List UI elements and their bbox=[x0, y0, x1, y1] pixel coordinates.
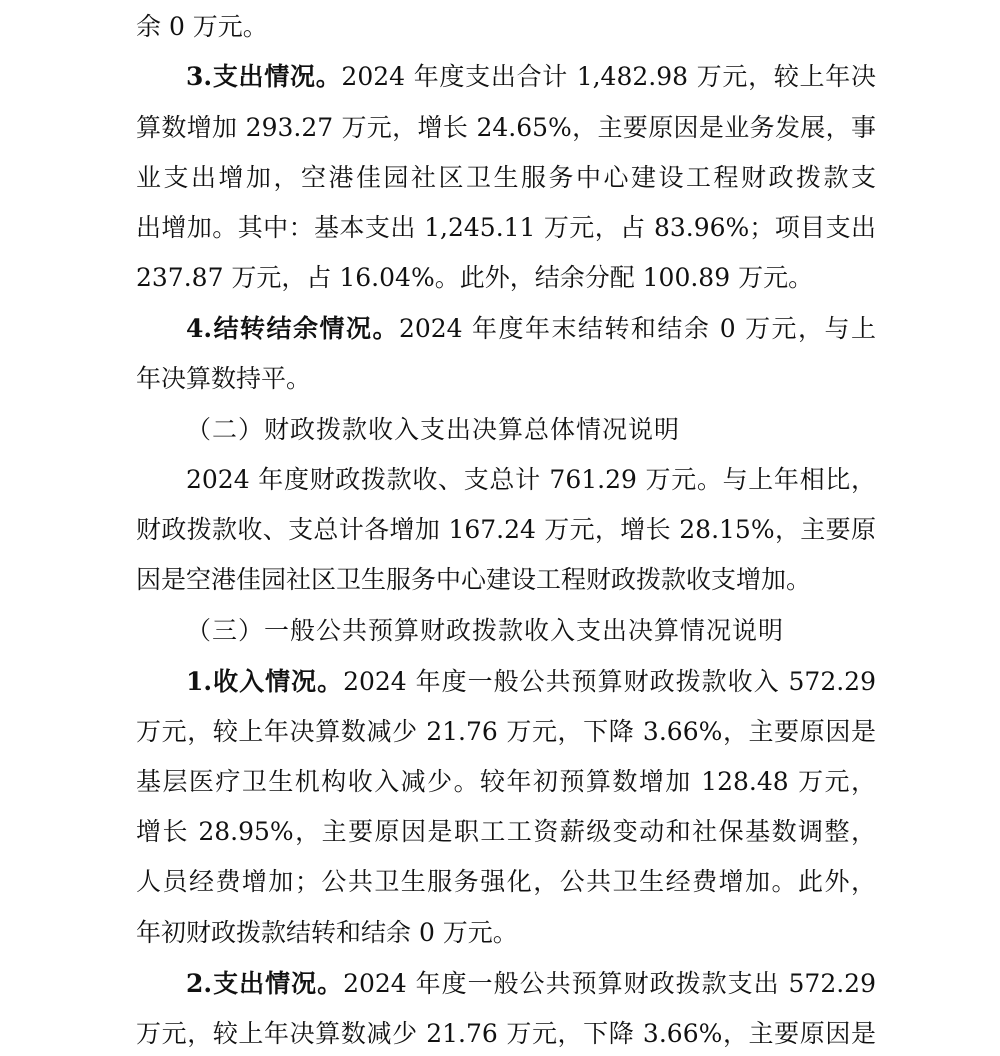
text-line: 增长 28.95%，主要原因是职工工资薪级变动和社保基数调整， bbox=[136, 817, 876, 846]
text-line: 人员经费增加；公共卫生服务强化，公共卫生经费增加。此外， bbox=[136, 867, 876, 896]
text-line: 余 0 万元。 bbox=[136, 12, 268, 41]
text-line: 年决算数持平。 bbox=[136, 364, 312, 393]
text-line: 237.87 万元，占 16.04%。此外，结余分配 100.89 万元。 bbox=[136, 263, 814, 292]
paragraph-lead: 2.支出情况。 bbox=[186, 969, 344, 998]
paragraph-lead: 3.支出情况。 bbox=[186, 62, 342, 91]
paragraph-income: 1.收入情况。2024 年度一般公共预算财政拨款收入 572.29 bbox=[186, 667, 876, 696]
paragraph-expenditure: 3.支出情况。2024 年度支出合计 1,482.98 万元，较上年决 bbox=[186, 62, 876, 91]
text-line: 出增加。其中：基本支出 1,245.11 万元，占 83.96%；项目支出 bbox=[136, 213, 876, 242]
paragraph-carryover: 4.结转结余情况。2024 年度年末结转和结余 0 万元，与上 bbox=[186, 314, 877, 343]
text-line: 算数增加 293.27 万元，增长 24.65%，主要原因是业务发展，事 bbox=[136, 113, 876, 142]
text-line: 因是空港佳园社区卫生服务中心建设工程财政拨款收支增加。 bbox=[136, 565, 812, 594]
paragraph-gp-expenditure: 2.支出情况。2024 年度一般公共预算财政拨款支出 572.29 bbox=[186, 969, 876, 998]
paragraph-lead: 1.收入情况。 bbox=[186, 667, 344, 696]
text-line: 基层医疗卫生机构收入减少。较年初预算数增加 128.48 万元， bbox=[136, 767, 876, 796]
paragraph-lead: 4.结转结余情况。 bbox=[186, 314, 399, 343]
section-heading: （三）一般公共预算财政拨款收入支出决算情况说明 bbox=[186, 616, 785, 645]
text-line: 业支出增加，空港佳园社区卫生服务中心建设工程财政拨款支 bbox=[136, 163, 876, 192]
text-line: 万元，较上年决算数减少 21.76 万元，下降 3.66%，主要原因是 bbox=[136, 717, 876, 746]
section-heading: （二）财政拨款收入支出决算总体情况说明 bbox=[186, 415, 681, 444]
paragraph-fiscal-total: 2024 年度财政拨款收、支总计 761.29 万元。与上年相比， bbox=[186, 465, 876, 494]
text-line: 财政拨款收、支总计各增加 167.24 万元，增长 28.15%，主要原 bbox=[136, 515, 876, 544]
text-line: 万元，较上年决算数减少 21.76 万元，下降 3.66%，主要原因是 bbox=[136, 1019, 876, 1048]
text-line: 年初财政拨款结转和结余 0 万元。 bbox=[136, 918, 518, 947]
